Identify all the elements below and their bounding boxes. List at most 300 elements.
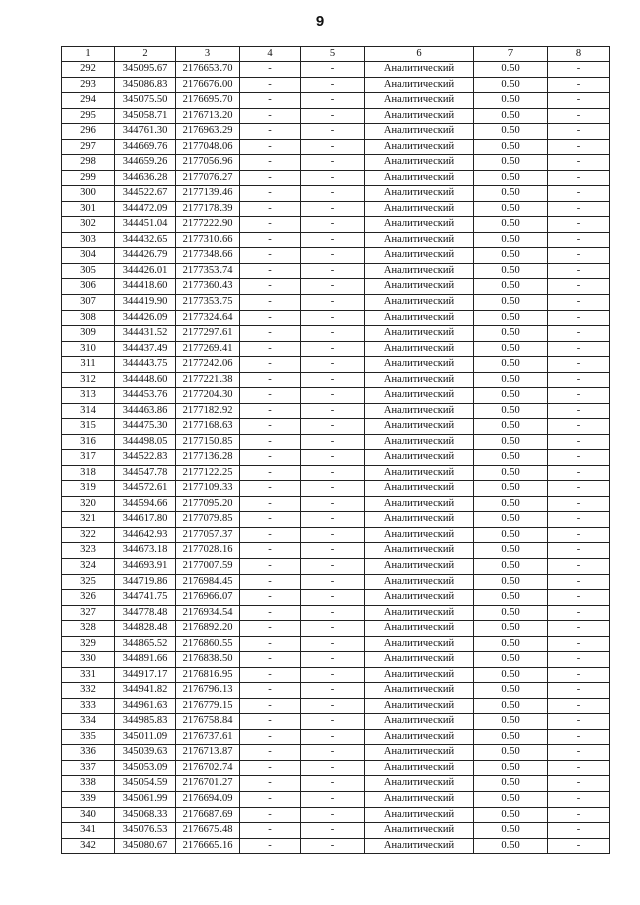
table-cell: 296 bbox=[62, 124, 115, 140]
table-cell: Аналитический bbox=[365, 543, 474, 559]
table-cell: 344426.79 bbox=[115, 248, 176, 264]
table-cell: 344463.86 bbox=[115, 403, 176, 419]
table-cell: Аналитический bbox=[365, 201, 474, 217]
table-cell: 320 bbox=[62, 496, 115, 512]
table-cell: 345075.50 bbox=[115, 93, 176, 109]
table-cell: 341 bbox=[62, 823, 115, 839]
table-row bbox=[62, 248, 610, 264]
table-cell: Аналитический bbox=[365, 496, 474, 512]
table-cell: - bbox=[301, 310, 365, 326]
table-body bbox=[62, 62, 610, 854]
table-cell: 0.50 bbox=[474, 714, 548, 730]
table-cell: - bbox=[240, 248, 301, 264]
table-cell: 344594.66 bbox=[115, 496, 176, 512]
table-row bbox=[62, 807, 610, 823]
table-cell: - bbox=[240, 77, 301, 93]
table-cell: - bbox=[548, 714, 610, 730]
table-row bbox=[62, 590, 610, 606]
table-cell: - bbox=[301, 248, 365, 264]
table-cell: - bbox=[301, 403, 365, 419]
table-cell: 344642.93 bbox=[115, 527, 176, 543]
table-cell: 0.50 bbox=[474, 155, 548, 171]
column-header: 3 bbox=[176, 47, 240, 62]
table-cell: 0.50 bbox=[474, 403, 548, 419]
table-cell: - bbox=[301, 124, 365, 140]
table-cell: - bbox=[240, 108, 301, 124]
table-cell: 2176702.74 bbox=[176, 760, 240, 776]
table-row bbox=[62, 155, 610, 171]
table-cell: 0.50 bbox=[474, 279, 548, 295]
table-cell: Аналитический bbox=[365, 341, 474, 357]
table-cell: 0.50 bbox=[474, 450, 548, 466]
table-row bbox=[62, 434, 610, 450]
table-cell: 344636.28 bbox=[115, 170, 176, 186]
table-cell: - bbox=[240, 776, 301, 792]
table-cell: - bbox=[240, 683, 301, 699]
table-cell: 2177076.27 bbox=[176, 170, 240, 186]
table-cell: - bbox=[301, 170, 365, 186]
table-cell: - bbox=[548, 605, 610, 621]
table-cell: 0.50 bbox=[474, 807, 548, 823]
table-cell: Аналитический bbox=[365, 776, 474, 792]
table-cell: 2176665.16 bbox=[176, 838, 240, 854]
table-cell: 2177221.38 bbox=[176, 372, 240, 388]
table-cell: Аналитический bbox=[365, 605, 474, 621]
table-cell: - bbox=[240, 791, 301, 807]
table-cell: - bbox=[548, 574, 610, 590]
table-cell: 2176934.54 bbox=[176, 605, 240, 621]
table-cell: - bbox=[301, 559, 365, 575]
table-cell: 2177122.25 bbox=[176, 465, 240, 481]
table-cell: - bbox=[548, 652, 610, 668]
table-cell: Аналитический bbox=[365, 574, 474, 590]
table-cell: 331 bbox=[62, 667, 115, 683]
table-cell: - bbox=[240, 652, 301, 668]
table-cell: - bbox=[548, 357, 610, 373]
table-cell: - bbox=[301, 93, 365, 109]
table-cell: 2176816.95 bbox=[176, 667, 240, 683]
table-cell: 0.50 bbox=[474, 481, 548, 497]
table-cell: 0.50 bbox=[474, 124, 548, 140]
table-cell: Аналитический bbox=[365, 155, 474, 171]
table-cell: - bbox=[301, 294, 365, 310]
table-cell: - bbox=[301, 636, 365, 652]
table-row bbox=[62, 527, 610, 543]
table-cell: - bbox=[240, 838, 301, 854]
table-cell: - bbox=[301, 139, 365, 155]
column-header: 6 bbox=[365, 47, 474, 62]
table-cell: 345039.63 bbox=[115, 745, 176, 761]
table-cell: - bbox=[548, 403, 610, 419]
table-cell: 344431.52 bbox=[115, 326, 176, 342]
table-cell: 0.50 bbox=[474, 496, 548, 512]
table-row bbox=[62, 217, 610, 233]
table-cell: 342 bbox=[62, 838, 115, 854]
table-cell: - bbox=[240, 155, 301, 171]
table-header-row bbox=[62, 47, 610, 62]
table-cell: 306 bbox=[62, 279, 115, 295]
table-cell: - bbox=[301, 807, 365, 823]
table-cell: Аналитический bbox=[365, 652, 474, 668]
table-cell: 345086.83 bbox=[115, 77, 176, 93]
table-row bbox=[62, 791, 610, 807]
table-cell: 2177079.85 bbox=[176, 512, 240, 528]
table-cell: 345058.71 bbox=[115, 108, 176, 124]
table-cell: Аналитический bbox=[365, 186, 474, 202]
table-row bbox=[62, 139, 610, 155]
table-row bbox=[62, 232, 610, 248]
table-cell: 344891.66 bbox=[115, 652, 176, 668]
table-cell: 345068.33 bbox=[115, 807, 176, 823]
table-cell: 0.50 bbox=[474, 217, 548, 233]
table-cell: 0.50 bbox=[474, 745, 548, 761]
table-cell: 0.50 bbox=[474, 636, 548, 652]
table-cell: 337 bbox=[62, 760, 115, 776]
table-cell: 318 bbox=[62, 465, 115, 481]
table-cell: 0.50 bbox=[474, 698, 548, 714]
table-cell: Аналитический bbox=[365, 108, 474, 124]
table-cell: 2177007.59 bbox=[176, 559, 240, 575]
table-cell: 2176676.00 bbox=[176, 77, 240, 93]
table-cell: 344941.82 bbox=[115, 683, 176, 699]
table-cell: 324 bbox=[62, 559, 115, 575]
table-cell: - bbox=[240, 714, 301, 730]
table-cell: - bbox=[548, 93, 610, 109]
table-cell: 304 bbox=[62, 248, 115, 264]
table-cell: 301 bbox=[62, 201, 115, 217]
column-header: 7 bbox=[474, 47, 548, 62]
table-cell: 0.50 bbox=[474, 512, 548, 528]
table-cell: - bbox=[240, 807, 301, 823]
table-cell: - bbox=[240, 434, 301, 450]
table-cell: - bbox=[240, 341, 301, 357]
table-cell: - bbox=[548, 838, 610, 854]
table-cell: - bbox=[548, 372, 610, 388]
table-cell: - bbox=[548, 419, 610, 435]
table-cell: Аналитический bbox=[365, 636, 474, 652]
table-cell: Аналитический bbox=[365, 170, 474, 186]
table-cell: - bbox=[240, 512, 301, 528]
table-cell: - bbox=[240, 170, 301, 186]
table-cell: Аналитический bbox=[365, 621, 474, 637]
table-cell: Аналитический bbox=[365, 357, 474, 373]
table-cell: - bbox=[548, 201, 610, 217]
table-row bbox=[62, 294, 610, 310]
table-row bbox=[62, 450, 610, 466]
table-cell: 0.50 bbox=[474, 326, 548, 342]
table-cell: - bbox=[240, 326, 301, 342]
table-cell: - bbox=[548, 155, 610, 171]
table-cell: 0.50 bbox=[474, 683, 548, 699]
table-cell: - bbox=[301, 714, 365, 730]
table-cell: - bbox=[548, 481, 610, 497]
table-row bbox=[62, 341, 610, 357]
table-cell: 345095.67 bbox=[115, 62, 176, 78]
table-cell: 0.50 bbox=[474, 294, 548, 310]
table-cell: Аналитический bbox=[365, 248, 474, 264]
table-cell: 309 bbox=[62, 326, 115, 342]
table-cell: Аналитический bbox=[365, 527, 474, 543]
column-header: 4 bbox=[240, 47, 301, 62]
table-cell: 344961.63 bbox=[115, 698, 176, 714]
table-row bbox=[62, 745, 610, 761]
table-cell: 338 bbox=[62, 776, 115, 792]
table-cell: - bbox=[301, 279, 365, 295]
table-cell: 0.50 bbox=[474, 419, 548, 435]
table-cell: Аналитический bbox=[365, 450, 474, 466]
table-cell: 0.50 bbox=[474, 434, 548, 450]
table-cell: 2176675.48 bbox=[176, 823, 240, 839]
table-cell: 345054.59 bbox=[115, 776, 176, 792]
table-cell: - bbox=[240, 450, 301, 466]
table-cell: 313 bbox=[62, 388, 115, 404]
table-cell: 300 bbox=[62, 186, 115, 202]
table-cell: - bbox=[548, 341, 610, 357]
table-cell: - bbox=[301, 217, 365, 233]
table-cell: - bbox=[240, 636, 301, 652]
table-cell: 0.50 bbox=[474, 776, 548, 792]
table-cell: - bbox=[548, 807, 610, 823]
table-row bbox=[62, 326, 610, 342]
table-cell: - bbox=[301, 838, 365, 854]
table-row bbox=[62, 729, 610, 745]
table-cell: - bbox=[301, 201, 365, 217]
table-cell: 2176984.45 bbox=[176, 574, 240, 590]
table-row bbox=[62, 512, 610, 528]
table-cell: 319 bbox=[62, 481, 115, 497]
table-cell: - bbox=[301, 186, 365, 202]
table-cell: Аналитический bbox=[365, 559, 474, 575]
table-cell: 344669.76 bbox=[115, 139, 176, 155]
table-cell: - bbox=[301, 496, 365, 512]
table-cell: - bbox=[548, 527, 610, 543]
table-cell: - bbox=[240, 372, 301, 388]
table-cell: - bbox=[240, 310, 301, 326]
table-cell: 2177353.74 bbox=[176, 263, 240, 279]
table-cell: 312 bbox=[62, 372, 115, 388]
table-row bbox=[62, 481, 610, 497]
table-cell: 344617.80 bbox=[115, 512, 176, 528]
table-cell: 315 bbox=[62, 419, 115, 435]
table-cell: 345053.09 bbox=[115, 760, 176, 776]
table-cell: - bbox=[240, 357, 301, 373]
table-cell: 0.50 bbox=[474, 621, 548, 637]
table-cell: 298 bbox=[62, 155, 115, 171]
table-cell: 327 bbox=[62, 605, 115, 621]
table-row bbox=[62, 776, 610, 792]
table-cell: 344547.78 bbox=[115, 465, 176, 481]
table-row bbox=[62, 667, 610, 683]
table-cell: Аналитический bbox=[365, 263, 474, 279]
table-cell: - bbox=[548, 294, 610, 310]
table-cell: - bbox=[240, 496, 301, 512]
table-cell: 2177095.20 bbox=[176, 496, 240, 512]
table-cell: 2176838.50 bbox=[176, 652, 240, 668]
table-cell: 316 bbox=[62, 434, 115, 450]
table-cell: - bbox=[301, 698, 365, 714]
table-cell: - bbox=[301, 729, 365, 745]
table-cell: - bbox=[301, 465, 365, 481]
table-cell: 2177324.64 bbox=[176, 310, 240, 326]
table-row bbox=[62, 683, 610, 699]
table-cell: 2177139.46 bbox=[176, 186, 240, 202]
table-row bbox=[62, 108, 610, 124]
table-row bbox=[62, 543, 610, 559]
table-cell: - bbox=[301, 481, 365, 497]
table-cell: - bbox=[240, 729, 301, 745]
table-cell: Аналитический bbox=[365, 760, 474, 776]
table-row bbox=[62, 403, 610, 419]
table-cell: 2176758.84 bbox=[176, 714, 240, 730]
table-cell: 332 bbox=[62, 683, 115, 699]
table-cell: - bbox=[301, 776, 365, 792]
table-cell: - bbox=[548, 248, 610, 264]
table-cell: 2176779.15 bbox=[176, 698, 240, 714]
table-cell: 344693.91 bbox=[115, 559, 176, 575]
table-cell: 0.50 bbox=[474, 465, 548, 481]
table-cell: Аналитический bbox=[365, 217, 474, 233]
table-cell: - bbox=[301, 62, 365, 78]
table-cell: 2177360.43 bbox=[176, 279, 240, 295]
table-cell: - bbox=[240, 403, 301, 419]
table-cell: - bbox=[548, 217, 610, 233]
table-cell: Аналитический bbox=[365, 93, 474, 109]
table-cell: 0.50 bbox=[474, 574, 548, 590]
table-cell: 2177269.41 bbox=[176, 341, 240, 357]
table-cell: 0.50 bbox=[474, 108, 548, 124]
table-cell: 0.50 bbox=[474, 652, 548, 668]
table-cell: 344778.48 bbox=[115, 605, 176, 621]
table-cell: - bbox=[548, 590, 610, 606]
table-cell: 2177168.63 bbox=[176, 419, 240, 435]
column-header: 8 bbox=[548, 47, 610, 62]
table-row bbox=[62, 62, 610, 78]
table-cell: 344572.61 bbox=[115, 481, 176, 497]
table-cell: 292 bbox=[62, 62, 115, 78]
table-cell: 345080.67 bbox=[115, 838, 176, 854]
coordinates-table bbox=[61, 46, 610, 854]
table-cell: 344673.18 bbox=[115, 543, 176, 559]
table-cell: - bbox=[301, 683, 365, 699]
table-row bbox=[62, 388, 610, 404]
table-cell: 2176892.20 bbox=[176, 621, 240, 637]
table-cell: 0.50 bbox=[474, 791, 548, 807]
table-row bbox=[62, 465, 610, 481]
table-row bbox=[62, 357, 610, 373]
table-cell: 344522.83 bbox=[115, 450, 176, 466]
table-cell: 2177048.06 bbox=[176, 139, 240, 155]
table-cell: 2177348.66 bbox=[176, 248, 240, 264]
table-cell: 302 bbox=[62, 217, 115, 233]
table-cell: 297 bbox=[62, 139, 115, 155]
table-cell: 0.50 bbox=[474, 248, 548, 264]
table-cell: - bbox=[301, 823, 365, 839]
table-cell: 311 bbox=[62, 357, 115, 373]
table-cell: - bbox=[548, 186, 610, 202]
table-cell: Аналитический bbox=[365, 279, 474, 295]
table-row bbox=[62, 760, 610, 776]
table-row bbox=[62, 838, 610, 854]
table-cell: 2176687.69 bbox=[176, 807, 240, 823]
table-cell: 0.50 bbox=[474, 729, 548, 745]
table-cell: Аналитический bbox=[365, 434, 474, 450]
table-cell: 2177028.16 bbox=[176, 543, 240, 559]
table-cell: 307 bbox=[62, 294, 115, 310]
table-cell: - bbox=[548, 667, 610, 683]
table-row bbox=[62, 77, 610, 93]
table-cell: Аналитический bbox=[365, 714, 474, 730]
table-cell: - bbox=[548, 310, 610, 326]
table-cell: 0.50 bbox=[474, 838, 548, 854]
table-row bbox=[62, 636, 610, 652]
table-cell: Аналитический bbox=[365, 465, 474, 481]
table-cell: Аналитический bbox=[365, 512, 474, 528]
table-cell: 0.50 bbox=[474, 139, 548, 155]
table-cell: 0.50 bbox=[474, 590, 548, 606]
table-cell: - bbox=[548, 823, 610, 839]
table-cell: - bbox=[240, 186, 301, 202]
table-cell: - bbox=[301, 326, 365, 342]
table-cell: 0.50 bbox=[474, 372, 548, 388]
table-cell: - bbox=[301, 621, 365, 637]
table-cell: Аналитический bbox=[365, 807, 474, 823]
table-cell: 344472.09 bbox=[115, 201, 176, 217]
table-cell: 344451.04 bbox=[115, 217, 176, 233]
table-row bbox=[62, 574, 610, 590]
table-cell: 0.50 bbox=[474, 77, 548, 93]
table-cell: 305 bbox=[62, 263, 115, 279]
table-cell: Аналитический bbox=[365, 326, 474, 342]
table-cell: 340 bbox=[62, 807, 115, 823]
table-cell: - bbox=[548, 450, 610, 466]
table-cell: 2176694.09 bbox=[176, 791, 240, 807]
table-cell: - bbox=[240, 217, 301, 233]
table-row bbox=[62, 419, 610, 435]
table-cell: 2176701.27 bbox=[176, 776, 240, 792]
table-cell: 345076.53 bbox=[115, 823, 176, 839]
table-cell: - bbox=[548, 512, 610, 528]
table-cell: - bbox=[548, 776, 610, 792]
table-cell: 335 bbox=[62, 729, 115, 745]
table-cell: 2177204.30 bbox=[176, 388, 240, 404]
table-row bbox=[62, 372, 610, 388]
table-cell: - bbox=[301, 745, 365, 761]
table-cell: - bbox=[301, 434, 365, 450]
table-row bbox=[62, 496, 610, 512]
table-cell: - bbox=[548, 232, 610, 248]
table-cell: - bbox=[301, 372, 365, 388]
table-row bbox=[62, 823, 610, 839]
table-cell: 344448.60 bbox=[115, 372, 176, 388]
table-cell: - bbox=[301, 419, 365, 435]
table-cell: 0.50 bbox=[474, 93, 548, 109]
table-cell: 345061.99 bbox=[115, 791, 176, 807]
table-cell: - bbox=[548, 683, 610, 699]
table-cell: - bbox=[548, 77, 610, 93]
table-cell: 344985.83 bbox=[115, 714, 176, 730]
table-cell: 344419.90 bbox=[115, 294, 176, 310]
table-cell: - bbox=[301, 450, 365, 466]
table-cell: - bbox=[301, 543, 365, 559]
table-cell: 0.50 bbox=[474, 170, 548, 186]
table-cell: - bbox=[240, 590, 301, 606]
table-cell: Аналитический bbox=[365, 791, 474, 807]
table-cell: - bbox=[240, 559, 301, 575]
table-cell: 0.50 bbox=[474, 527, 548, 543]
table-cell: - bbox=[548, 636, 610, 652]
table-cell: Аналитический bbox=[365, 683, 474, 699]
table-cell: 0.50 bbox=[474, 388, 548, 404]
